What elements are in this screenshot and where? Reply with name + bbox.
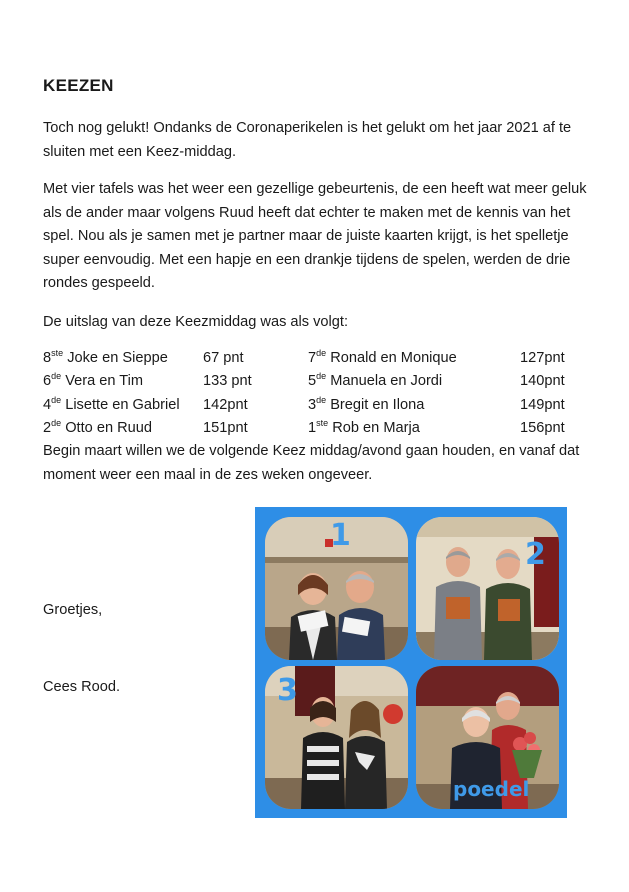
result-entry: 1ste Rob en Marja — [308, 417, 420, 436]
result-points: 140pnt — [520, 373, 565, 390]
greeting: Groetjes, — [43, 602, 103, 618]
result-entry: 6de Vera en Tim — [43, 371, 144, 390]
result-points: 142pnt — [203, 396, 248, 413]
result-points: 67 pnt — [203, 350, 244, 366]
result-entry: 3de Bregit en Ilona — [308, 394, 425, 413]
results-table — [43, 347, 583, 440]
photo-number-1: 1 — [330, 518, 351, 553]
result-entry: 4de Lisette en Gabriel — [43, 394, 180, 413]
result-entry: 2de Otto en Ruud — [43, 417, 153, 436]
results-row — [43, 394, 583, 417]
results-row — [43, 417, 583, 440]
photo-number-2: 2 — [525, 537, 546, 572]
result-points: 151pnt — [203, 419, 248, 436]
result-points: 156pnt — [520, 419, 565, 436]
closing-paragraph: Begin maart willen we de volgende Keez middag/avond gaan houden, en vanaf dat moment weer een maal in de zes weken ongeveer. — [43, 443, 580, 483]
signature: Cees Rood. — [43, 679, 121, 695]
result-points: 133 pnt — [203, 373, 252, 390]
results-intro: De uitslag van deze Keezmiddag was als volgt: — [43, 314, 349, 330]
result-entry: 5de Manuela en Jordi — [308, 371, 443, 390]
results-row — [43, 347, 583, 370]
photo-collage — [255, 507, 567, 818]
result-points: 127pnt — [520, 350, 565, 366]
result-points: 149pnt — [520, 396, 565, 413]
body-paragraph: Met vier tafels was het weer een gezellige gebeurtenis, de een heeft wat meer geluk als de ander maar volgens Ruud heeft dat echter te maken met de kennis van het spel. Nou als je samen met je partner maar de juiste kaarten krijgt, is het spelletje super eenvoudig. Met een hapje en een drankje tijdens de spelen, werden de drie rondes gespeeld. — [43, 181, 587, 291]
photo-label-poedel: poedel — [453, 777, 530, 801]
results-row — [43, 370, 583, 393]
result-entry: 7de Ronald en Monique — [308, 348, 457, 366]
article-title: KEEZEN — [43, 76, 114, 95]
photo-number-3: 3 — [277, 673, 298, 708]
result-entry: 8ste Joke en Sieppe — [43, 348, 168, 366]
intro-paragraph: Toch nog gelukt! Ondanks de Coronaperikelen is het gelukt om het jaar 2021 af te sluiten met een Keez-middag. — [43, 120, 572, 160]
